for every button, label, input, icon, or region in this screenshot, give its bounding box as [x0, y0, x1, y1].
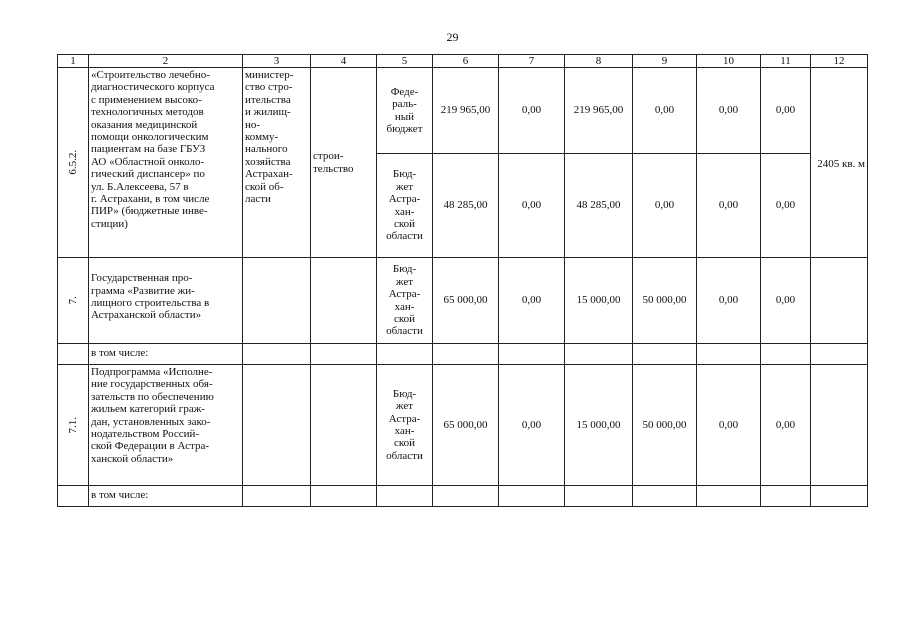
text-line: ской	[393, 437, 416, 450]
empty-cell	[811, 365, 868, 486]
text-line: Астраханской области»	[91, 309, 202, 322]
text-line: Подпрограмма «Исполне-	[91, 366, 213, 378]
empty-cell	[243, 486, 311, 507]
text-line: Феде-	[390, 85, 419, 98]
funding-source	[377, 154, 433, 258]
col-header: 6	[433, 55, 499, 68]
text-line: Бюд-	[392, 387, 417, 400]
col-header: 4	[311, 55, 377, 68]
col-header: 2	[89, 55, 243, 68]
text-line: ул. Б.Алексеева, 57 в	[91, 180, 189, 193]
text-line: ние государственных обя-	[91, 378, 213, 391]
value-cell: 219 965,00	[565, 68, 633, 154]
text-line: строи-	[313, 150, 344, 163]
empty-cell	[243, 344, 311, 365]
text-line: с применением высоко-	[91, 93, 202, 106]
text-line: жет	[395, 180, 414, 193]
included-label: в том числе:	[89, 344, 243, 365]
value-cell: 65 000,00	[433, 258, 499, 344]
value-cell: 0,00	[697, 258, 761, 344]
text-line: зательств по обеспечению	[91, 390, 214, 403]
text-line: тельство	[313, 162, 354, 175]
column-number-header	[58, 55, 868, 68]
text-line: комму-	[245, 131, 279, 144]
value-cell: 0,00	[499, 258, 565, 344]
text-line: области	[386, 230, 423, 243]
value-cell: 50 000,00	[633, 258, 697, 344]
text-line: Астра-	[388, 288, 421, 301]
text-line: гический диспансер» по	[91, 168, 205, 181]
text-line: ласти	[245, 193, 271, 206]
empty-cell	[243, 258, 311, 344]
text-line: АО «Областной онколо-	[91, 155, 205, 168]
row-description	[89, 258, 243, 344]
empty-cell	[377, 344, 433, 365]
row-kind	[311, 68, 377, 258]
funding-source	[377, 68, 433, 154]
text-line: грамма «Развитие жи-	[91, 284, 195, 297]
empty-cell	[499, 486, 565, 507]
text-line: и жилищ-	[245, 106, 291, 119]
row-result: 2405 кв. м	[811, 68, 868, 258]
text-line: Астра-	[388, 193, 421, 206]
empty-cell	[811, 486, 868, 507]
row-description	[89, 365, 243, 486]
col-header: 5	[377, 55, 433, 68]
value-cell: 0,00	[761, 365, 811, 486]
text-line: жильем категорий граж-	[91, 403, 205, 416]
text-line: пациентам на базе ГБУЗ	[91, 143, 206, 156]
table-row	[58, 344, 868, 365]
text-line: жет	[395, 400, 414, 413]
row-description	[89, 68, 243, 258]
empty-cell	[633, 486, 697, 507]
text-line: Государственная про-	[91, 272, 193, 285]
text-line: хозяйства	[245, 155, 291, 168]
col-header: 9	[633, 55, 697, 68]
empty-cell	[697, 486, 761, 507]
text-line: помощи онкологическим	[91, 131, 209, 144]
text-line: раль-	[392, 98, 417, 111]
col-header: 3	[243, 55, 311, 68]
empty-cell	[565, 344, 633, 365]
funding-source	[377, 365, 433, 486]
text-line: технологичных методов	[91, 106, 204, 119]
value-cell: 0,00	[499, 365, 565, 486]
table-row	[58, 365, 868, 486]
text-line: ской об-	[245, 180, 284, 193]
row-executor	[243, 68, 311, 258]
text-line: нодательством Россий-	[91, 428, 200, 441]
text-line: ской	[393, 312, 416, 325]
empty-cell	[761, 344, 811, 365]
value-cell: 50 000,00	[633, 365, 697, 486]
empty-cell	[311, 365, 377, 486]
empty-cell	[433, 486, 499, 507]
text-line: ской	[393, 217, 416, 230]
text-line: оказания медицинской	[91, 118, 198, 131]
text-line: стиции)	[91, 217, 128, 230]
empty-cell	[811, 258, 868, 344]
text-line: области	[386, 449, 423, 462]
empty-cell	[377, 486, 433, 507]
empty-cell	[311, 258, 377, 344]
col-header: 7	[499, 55, 565, 68]
text-line: г. Астрахани, в том числе	[91, 193, 210, 206]
col-header: 10	[697, 55, 761, 68]
text-line: хан-	[394, 425, 415, 437]
row-index: 7.1.	[58, 365, 89, 486]
value-cell: 0,00	[633, 68, 697, 154]
value-cell: 48 285,00	[565, 154, 633, 258]
text-line: ханской области»	[91, 452, 174, 465]
text-line: ительства	[245, 93, 291, 106]
value-cell: 65 000,00	[433, 365, 499, 486]
text-line: хан-	[394, 205, 415, 218]
text-line: ПИР» (бюджетные инве-	[91, 205, 208, 218]
empty-cell	[633, 344, 697, 365]
empty-cell	[243, 365, 311, 486]
empty-cell	[58, 486, 89, 507]
text-line: Бюд-	[392, 168, 417, 181]
value-cell: 0,00	[697, 154, 761, 258]
value-cell: 0,00	[499, 68, 565, 154]
col-header: 8	[565, 55, 633, 68]
value-cell: 0,00	[499, 154, 565, 258]
text-line: бюджет	[386, 122, 423, 135]
row-index: 7.	[58, 258, 89, 344]
page-number: 29	[446, 30, 459, 44]
empty-cell	[311, 486, 377, 507]
text-line: «Строительство лечебно-	[91, 69, 210, 81]
text-line: нального	[245, 143, 288, 156]
value-cell: 0,00	[761, 154, 811, 258]
text-line: хан-	[394, 300, 415, 313]
text-line: области	[386, 325, 423, 338]
table-row	[58, 486, 868, 507]
included-label: в том числе:	[89, 486, 243, 507]
value-cell: 0,00	[697, 68, 761, 154]
text-line: диагностического корпуса	[91, 81, 215, 94]
text-line: лищного строительства в	[91, 297, 210, 309]
text-line: но-	[245, 118, 261, 131]
text-line: ство стро-	[245, 81, 293, 94]
funding-source	[377, 258, 433, 344]
value-cell: 15 000,00	[565, 365, 633, 486]
value-cell: 0,00	[633, 154, 697, 258]
value-cell: 48 285,00	[433, 154, 499, 258]
empty-cell	[58, 344, 89, 365]
text-line: ный	[394, 110, 415, 123]
value-cell: 0,00	[761, 68, 811, 154]
empty-cell	[433, 344, 499, 365]
empty-cell	[565, 486, 633, 507]
empty-cell	[499, 344, 565, 365]
value-cell: 15 000,00	[565, 258, 633, 344]
col-header: 11	[761, 55, 811, 68]
text-line: ской Федерации в Астра-	[91, 440, 209, 453]
empty-cell	[311, 344, 377, 365]
row-index: 6.5.2.	[58, 68, 89, 258]
text-line: дан, установленных зако-	[91, 415, 211, 428]
empty-cell	[811, 344, 868, 365]
empty-cell	[697, 344, 761, 365]
text-line: жет	[395, 275, 414, 288]
text-line: Бюд-	[392, 263, 417, 276]
table-row	[58, 258, 868, 344]
text-line: Астра-	[388, 412, 421, 425]
value-cell: 0,00	[761, 258, 811, 344]
col-header: 1	[58, 55, 89, 68]
table-row	[58, 68, 868, 154]
text-line: министер-	[245, 69, 294, 81]
value-cell: 219 965,00	[433, 68, 499, 154]
col-header: 12	[811, 55, 868, 68]
budget-table	[57, 54, 868, 507]
empty-cell	[761, 486, 811, 507]
value-cell: 0,00	[697, 365, 761, 486]
text-line: Астрахан-	[245, 168, 293, 181]
